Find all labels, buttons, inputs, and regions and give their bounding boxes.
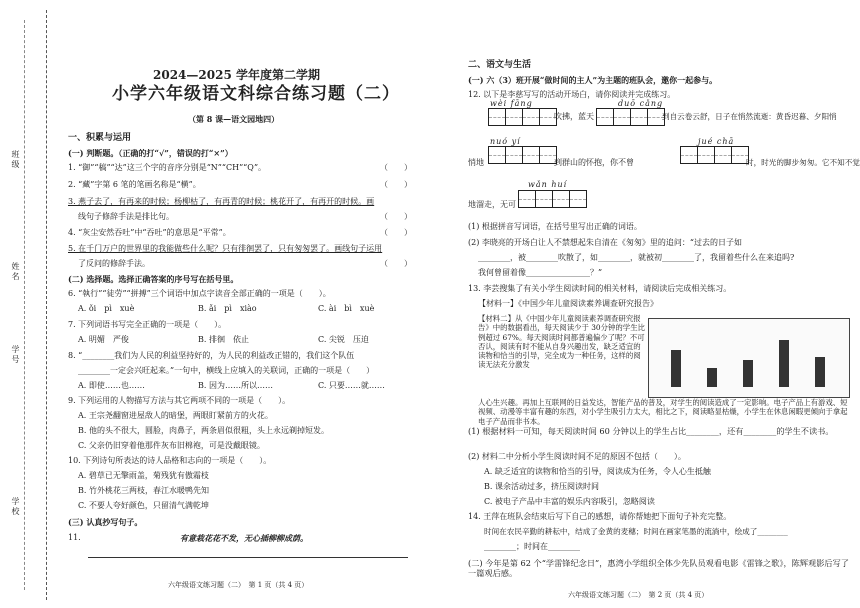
pinyin-3: nuó yí (490, 137, 521, 146)
part-2-heading: (二) 选择题。选择正确答案的序号写在括号里。 (68, 274, 239, 284)
q12-sub2-continued: ________，被________吹散了，如________，就被初________了，我留着些什么在来追吗? (478, 253, 795, 262)
page-2-footer: 六年级语文练习题（二） 第 2 页（共 4 页） (568, 591, 709, 599)
q5-paren[interactable]: （ ） (380, 259, 412, 268)
q13-sub1: (1) 根据材料一可知，每天阅读时间 60 分钟以上的学生占比________，还有________的学生不读书。 (468, 426, 834, 436)
q9-option-b[interactable]: B. 他的头不很大，圆脸，肉鼻子，两条眉似很粗，头上永远剃掉短发。 (78, 426, 329, 435)
line3-a: 地溜走，无可 (468, 200, 516, 209)
q2-paren[interactable]: （ ） (380, 180, 412, 189)
line1-b: 到自云卷云舒，日子在悄然流逝：黄昏迟暮、夕阳悄 (662, 112, 837, 121)
page-1-footer: 六年级语文练习题（二） 第 1 页（共 4 页） (168, 581, 309, 589)
grid-5[interactable] (518, 190, 586, 208)
material-2-line4: 人心生兴趣。再加上互联网的日益发达，智能产品的普及，对学生的阅读造成了一定影响。电子产品上有游戏、短视频、动漫等丰富有趣的东西，对小学生吸引力太大，相比之下，阅读略显枯燥，小学生在休息闲暇更倾向于拿起电子产品而非书本。 (478, 398, 848, 426)
school-label: 学校 (11, 497, 20, 517)
material-2-line2: 分钟的学生比例超过 67%。每天阅读时间都普遍偏少了呢？不可否认，阅读有时不能从自身 (478, 323, 645, 351)
q10-option-c[interactable]: C. 不要人夸好颜色，只留清气满乾坤 (78, 501, 209, 510)
q8-continued: ________一定会兴旺起来。”一句中，横线上应填入的关联词，正确的一项是（ ） (78, 366, 375, 375)
q4: 4. “灰尘安然吞吐”中“吞吐”的意思是“平常”。 (68, 228, 231, 237)
right-page (448, 0, 860, 608)
q9: 9. 下列运用的人物描写方法与其它两项不同的一项是（ ）。 (68, 396, 291, 405)
q1-paren[interactable]: （ ） (380, 163, 412, 172)
q6: 6. “執行”“徒劳”“拼搏”三个词语中加点字读音全部正确的一项是（ ）。 (68, 289, 331, 298)
q3-paren[interactable]: （ ） (380, 212, 412, 221)
q8-option-b[interactable]: B. 因为……所以…… (198, 381, 273, 390)
q14: 14. 王萍在班队会结束后写下自己的感想，请你帮她把下面句子补充完整。 (468, 512, 732, 521)
grid-3[interactable] (488, 146, 556, 164)
chart-bar-1 (671, 350, 681, 387)
binding-line-inner (24, 20, 25, 590)
section-2-heading: 二、语文与生活 (468, 60, 532, 70)
q7: 7. 下列词语书写完全正确的一项是（ ）。 (68, 320, 227, 329)
q14-line1: 时间在农民辛勤的耕耘中，结成了金黄的麦穗；时间在画家笔墨的流淌中，绘成了________ (484, 527, 788, 536)
q7-option-b[interactable]: B. 排徊 依止 (198, 335, 249, 344)
q11-number: 11. (68, 533, 81, 542)
q8-option-a[interactable]: A. 即使……也…… (78, 381, 145, 390)
class-label: 班级 (11, 150, 20, 170)
q8-option-c[interactable]: C. 只要……就…… (318, 381, 385, 390)
q13: 13. 李芸搜集了有关小学生阅读时间的相关材料，请阅读后完成相关练习。 (468, 284, 732, 293)
material-1: 【材料一】《中国少年儿童阅读素养调查研究报告》 (478, 299, 658, 308)
q12-sub2: (2) 李晓亮的开场白让人不禁想起朱自清在《匆匆》里的追问：“过去的日子如 (468, 238, 742, 247)
q6-option-b[interactable]: B. ǎi pì xiào (198, 304, 257, 313)
q6-option-c[interactable]: C. ài bì xuè (318, 304, 375, 313)
q12-sub2-end: 我何曾留着像________________？” (478, 268, 603, 277)
material-2-line3: 兴趣出发，缺乏适宜的读物和恰当的引导，完全成为一种任务，这样的阅读无法充分激发 (478, 341, 641, 370)
pinyin-2: duō cǎng (618, 99, 664, 108)
grid-4[interactable] (680, 146, 748, 164)
line2-c: 时，时光的脚步匆匆。它不知不觉 (746, 158, 860, 167)
chart-bar-3 (743, 360, 753, 387)
chart-bar-5 (815, 357, 825, 387)
year-title: 2024—2025 学年度第二学期 (153, 68, 320, 82)
main-title: 小学六年级语文科综合练习题（二） (112, 84, 400, 104)
q5-continued: 了反问的修辞手法。 (78, 259, 150, 268)
subtitle: （第 8 课—语文园地四） (188, 114, 280, 124)
q6-option-a[interactable]: A. ǒi pì xuè (78, 304, 135, 313)
r-part-2-heading: (二) 今年是第 62 个“学雷锋纪念日”，惠湾小学组织全体少先队员观看电影《雷锋之歌》，陈辉观影后写了一篇观后感。 (468, 558, 849, 579)
q7-option-c[interactable]: C. 尖锐 压迫 (318, 335, 369, 344)
q5: 5. 在千门万户的世界里的我能做些什么呢？只有徘徊罢了，只有匆匆罢了。画线句子运用 (68, 244, 383, 253)
binding-line (46, 10, 47, 600)
q11-sentence: 有意栽花花不发，无心插柳柳成荫。 (180, 533, 308, 543)
q10-option-b[interactable]: B. 竹外桃花三两枝，春江水暖鸭先知 (78, 486, 209, 495)
q9-option-a[interactable]: A. 王宗尧翻窗进屋敌人的暗堡，两眼盯紧前方的火花。 (78, 411, 273, 420)
q9-option-c[interactable]: C. 父亲仍旧穿着他那件灰布旧棉袍，可是没戴眼镜。 (78, 441, 265, 450)
q3: 3. 燕子去了，有再来的时候；杨柳枯了，有再青的时候；桃花开了，有再开的时候。画 (68, 197, 375, 206)
q13-sub2: (2) 材料二中分析小学生阅读时间不足的原因不包括（ ）。 (468, 452, 686, 461)
pinyin-4: jué chā (698, 137, 735, 146)
part-1-heading: (一) 判断题。（正确的打“√”，错误的打“×”） (68, 148, 233, 158)
q3-continued: 线句子修辞手法是排比句。 (78, 212, 174, 221)
q1: 1. “御”“稿”“达”这三个字的音序分别是“N”“CH”“Q”。 (68, 163, 267, 172)
material-2-line1: 【材料二】从《中国少年儿童阅读素养调查研究报告》中的数据看出，每天阅读少于 30 (478, 314, 641, 333)
q8: 8. “________我们为人民的利益坚持好的，为人民的利益改正错的，我们这个队伍 (68, 351, 355, 360)
writing-line[interactable] (88, 557, 408, 558)
line2-b: 到群山的怀抱，你不曾 (554, 158, 634, 167)
grid-2[interactable] (596, 108, 664, 126)
grid-1[interactable] (488, 108, 556, 126)
reading-time-chart (648, 318, 850, 398)
r-part-1-heading: (一) 六（3）班开展“做时间的主人”为主题的班队会，邀你一起参与。 (468, 75, 718, 85)
student-id-label: 学号 (11, 345, 20, 365)
q13-option-b[interactable]: B. 课余活动过多，挤压阅读时间 (484, 482, 599, 491)
pinyin-5: wǎn huí (528, 180, 568, 189)
q10-option-a[interactable]: A. 碧草已无擎雨盖，菊残犹有傲霜枝 (78, 471, 209, 480)
q12: 12. 以下是李慈写写的活动开场白，请你阅读并完成练习。 (468, 90, 676, 99)
q14-line2: ________；时间在________ (484, 542, 580, 551)
pinyin-1: wèi fāng (490, 99, 533, 108)
q10: 10. 下列诗句所表达的诗人品格和志向的一项是（ ）。 (68, 456, 272, 465)
material-2 (478, 314, 646, 370)
chart-bar-2 (707, 368, 717, 387)
section-1-heading: 一、积累与运用 (68, 133, 132, 143)
binding-margin (0, 0, 58, 608)
line2-a: 悄地 (468, 158, 484, 167)
name-label: 姓名 (11, 262, 20, 282)
q2: 2. “藏”字第 6 笔的笔画名称是“横”。 (68, 180, 201, 189)
line1-a: 吹拂，蓝天 (554, 112, 594, 121)
q7-option-a[interactable]: A. 明媚 严俊 (78, 335, 129, 344)
q4-paren[interactable]: （ ） (380, 228, 412, 237)
chart-bar-4 (779, 340, 789, 387)
q13-option-a[interactable]: A. 缺乏适宜的读物和恰当的引导，阅读成为任务，令人心生抵触 (484, 467, 711, 476)
q12-sub1: (1) 根据拼音写词语，在括号里写出正确的词语。 (468, 222, 642, 231)
q13-option-c[interactable]: C. 被电子产品中丰富的娱乐内容吸引，忽略阅读 (484, 497, 655, 506)
part-3-heading: (三) 认真抄写句子。 (68, 517, 143, 527)
